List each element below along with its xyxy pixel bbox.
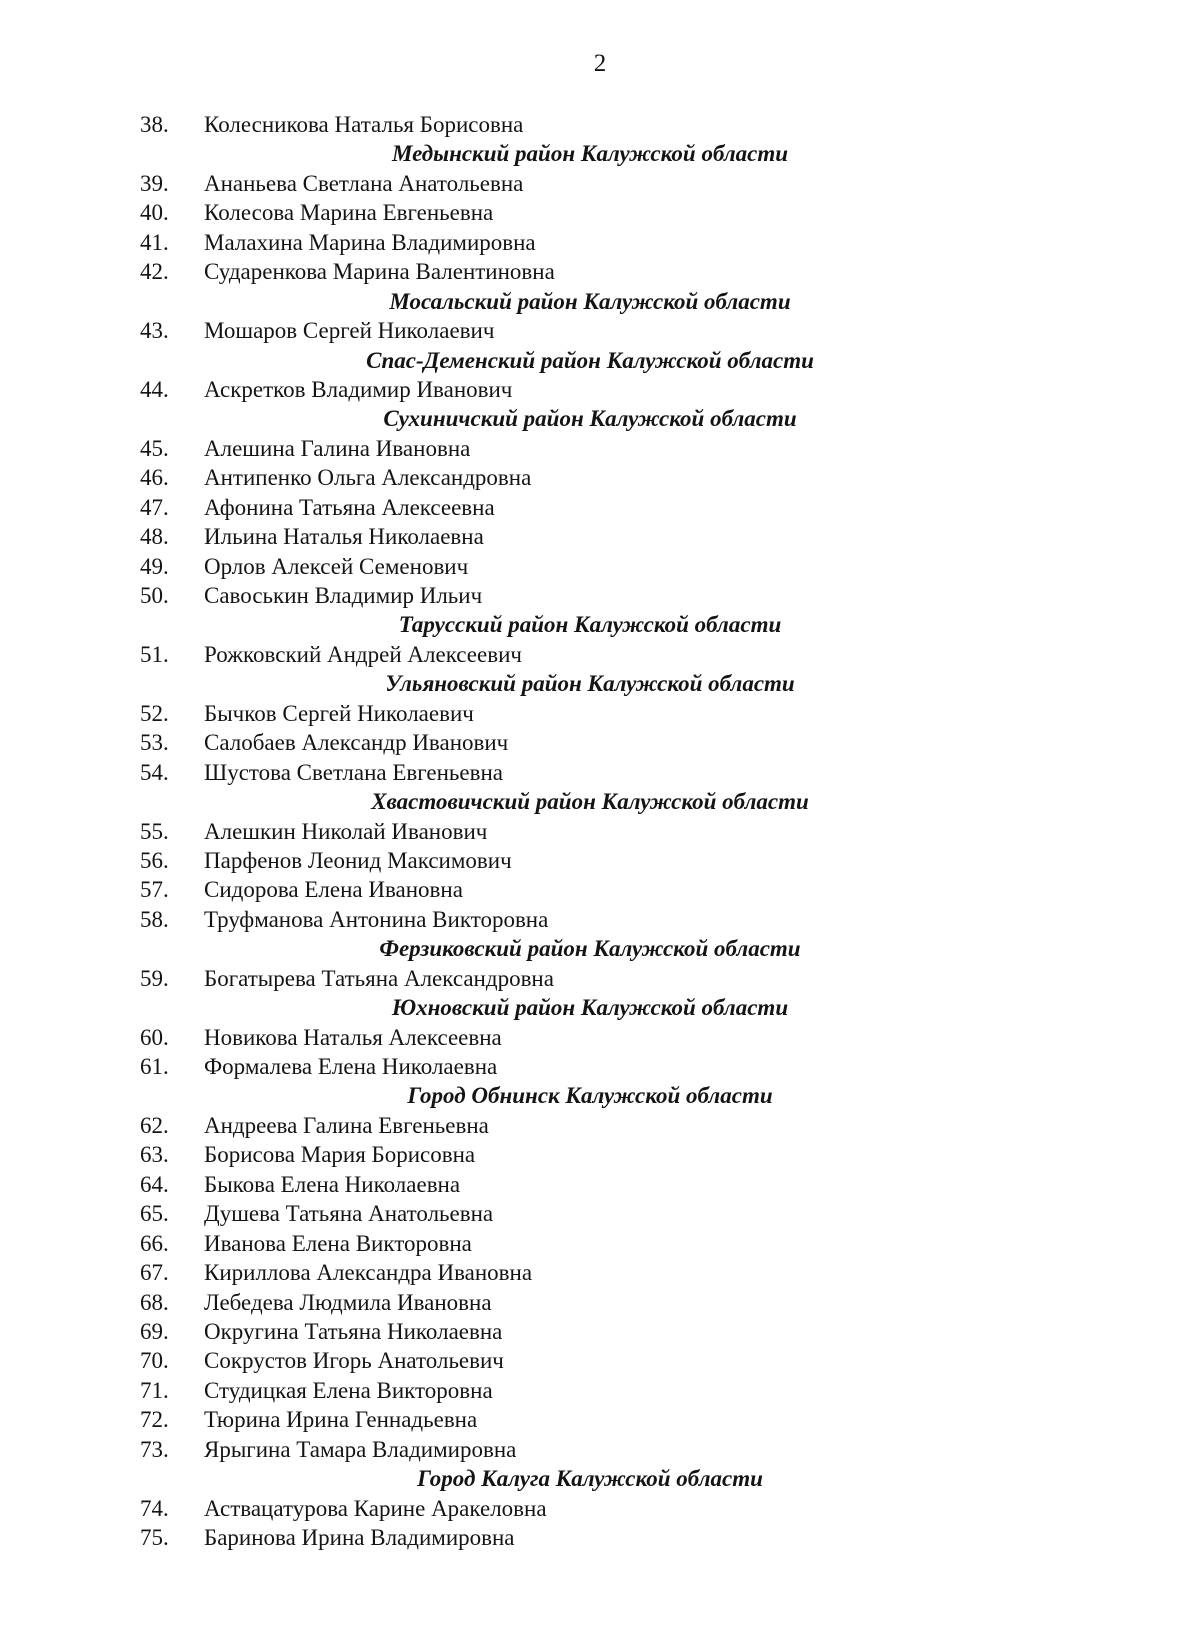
list-item	[140, 1170, 1040, 1199]
district-heading: Сухиничский район Калужской области	[383, 406, 797, 432]
person-name: Аскретков Владимир Иванович	[204, 376, 513, 402]
list-item	[140, 316, 1040, 345]
person-name: Студицкая Елена Викторовна	[204, 1377, 493, 1403]
person-name: Богатырева Татьяна Александровна	[204, 965, 554, 991]
list-item-number: 49.	[140, 553, 169, 579]
list-item	[140, 1023, 1040, 1052]
list-item	[140, 905, 1040, 934]
person-name: Борисова Мария Борисовна	[204, 1142, 476, 1168]
list-item	[140, 1229, 1040, 1258]
person-name: Сударенкова Марина Валентиновна	[204, 259, 555, 285]
person-name: Ярыгина Тамара Владимировна	[204, 1436, 517, 1462]
list-item	[140, 1288, 1040, 1317]
person-name: Савоськин Владимир Ильич	[204, 583, 483, 608]
person-name: Иванова Елена Викторовна	[204, 1230, 472, 1256]
list-item-number: 54.	[140, 759, 169, 785]
list-item-number: 56.	[140, 847, 169, 873]
district-heading: Тарусский район Калужской области	[398, 612, 782, 638]
list-item	[140, 1199, 1040, 1228]
list-item	[140, 1258, 1040, 1287]
person-name: Бычков Сергей Николаевич	[204, 700, 474, 726]
list-item	[140, 846, 1040, 875]
list-item-number: 40.	[140, 200, 169, 226]
district-heading: Медынский район Калужской области	[391, 141, 789, 167]
list-item	[140, 552, 1040, 581]
list-item-number: 72.	[140, 1407, 169, 1433]
district-heading: Ульяновский район Калужской области	[385, 671, 795, 697]
list-item	[140, 758, 1040, 787]
person-name: Кириллова Александра Ивановна	[204, 1260, 533, 1286]
list-item-number: 47.	[140, 494, 169, 520]
list-item	[140, 198, 1040, 227]
list-item	[140, 110, 1040, 139]
person-name: Ильина Наталья Николаевна	[204, 524, 484, 550]
person-name: Афонина Татьяна Алексеевна	[204, 494, 495, 520]
list-item-number: 68.	[140, 1289, 169, 1315]
list-item-number: 69.	[140, 1318, 169, 1344]
list-item	[140, 228, 1040, 257]
person-name: Лебедева Людмила Ивановна	[204, 1289, 492, 1315]
list-item	[140, 493, 1040, 522]
list-item	[140, 1523, 1040, 1552]
list-item-number: 64.	[140, 1171, 169, 1197]
list-item-number: 60.	[140, 1024, 169, 1050]
list-item-number: 39.	[140, 170, 169, 196]
list-item-number: 45.	[140, 435, 169, 461]
list-item-number: 43.	[140, 318, 169, 344]
list-item	[140, 1405, 1040, 1434]
person-name: Аствацатурова Карине Аракеловна	[204, 1495, 547, 1521]
list-item-number: 65.	[140, 1201, 169, 1227]
person-name: Новикова Наталья Алексеевна	[204, 1024, 502, 1050]
person-name: Сокрустов Игорь Анатольевич	[204, 1348, 504, 1374]
person-name: Формалева Елена Николаевна	[204, 1054, 498, 1079]
list-item	[140, 1435, 1040, 1464]
list-item	[140, 875, 1040, 904]
list-item-number: 57.	[140, 877, 169, 903]
person-name: Рожковский Андрей Алексеевич	[204, 641, 522, 667]
list-item-number: 50.	[140, 583, 169, 608]
list-item-number: 71.	[140, 1377, 169, 1403]
list-item	[140, 817, 1040, 846]
district-heading: Спас-Деменский район Калужской области	[366, 347, 814, 373]
list-item-number: 48.	[140, 524, 169, 550]
list-item-number: 63.	[140, 1142, 169, 1168]
list-item	[140, 375, 1040, 404]
district-heading: Мосальский район Калужской области	[389, 288, 791, 314]
district-heading: Хвастовичский район Калужской области	[371, 789, 809, 815]
list-item	[140, 463, 1040, 492]
list-item-number: 41.	[140, 229, 169, 255]
person-name: Сидорова Елена Ивановна	[204, 877, 463, 903]
person-name: Андреева Галина Евгеньевна	[204, 1112, 489, 1138]
list-item-number: 61.	[140, 1054, 169, 1079]
person-name: Салобаев Александр Иванович	[204, 730, 509, 756]
person-name: Быкова Елена Николаевна	[204, 1171, 461, 1197]
list-item-number: 59.	[140, 965, 169, 991]
list-item-number: 38.	[140, 112, 169, 137]
page-number: 2	[593, 50, 607, 77]
list-item	[140, 434, 1040, 463]
list-item-number: 51.	[140, 641, 169, 667]
list-item	[140, 581, 1040, 610]
district-heading: Юхновский район Калужской области	[391, 995, 789, 1021]
person-name: Малахина Марина Владимировна	[204, 229, 536, 255]
list-item-number: 53.	[140, 730, 169, 756]
list-item	[140, 1052, 1040, 1081]
list-item-number: 52.	[140, 700, 169, 726]
list-item-number: 44.	[140, 376, 169, 402]
list-item	[140, 1376, 1040, 1405]
list-item-number: 73.	[140, 1436, 169, 1462]
list-item	[140, 522, 1040, 551]
list-item-number: 58.	[140, 906, 169, 932]
person-name: Баринова Ирина Владимировна	[204, 1525, 515, 1550]
list-item	[140, 1140, 1040, 1169]
person-name: Округина Татьяна Николаевна	[204, 1318, 503, 1344]
person-name: Орлов Алексей Семенович	[204, 553, 469, 579]
list-item	[140, 257, 1040, 286]
list-item	[140, 1317, 1040, 1346]
district-heading: Город Калуга Калужской области	[417, 1466, 763, 1492]
list-item	[140, 169, 1040, 198]
list-item	[140, 728, 1040, 757]
person-name: Ананьева Светлана Анатольевна	[204, 170, 524, 196]
list-item	[140, 1111, 1040, 1140]
list-item-number: 74.	[140, 1495, 169, 1521]
person-name: Тюрина Ирина Геннадьевна	[204, 1407, 478, 1433]
list-item	[140, 1346, 1040, 1375]
person-name: Алешкин Николай Иванович	[204, 818, 488, 844]
list-item	[140, 964, 1040, 993]
person-name: Алешина Галина Ивановна	[204, 435, 471, 461]
list-item-number: 55.	[140, 818, 169, 844]
list-item-number: 42.	[140, 259, 169, 285]
person-name: Труфманова Антонина Викторовна	[204, 906, 549, 932]
person-name: Душева Татьяна Анатольевна	[204, 1201, 494, 1227]
list-item-number: 46.	[140, 465, 169, 491]
list-item	[140, 1494, 1040, 1523]
name-list	[140, 110, 1040, 1552]
list-item-number: 75.	[140, 1525, 169, 1550]
list-item-number: 70.	[140, 1348, 169, 1374]
list-item-number: 62.	[140, 1112, 169, 1138]
person-name: Парфенов Леонид Максимович	[204, 847, 512, 873]
list-item-number: 67.	[140, 1260, 169, 1286]
district-heading: Ферзиковский район Калужской области	[379, 936, 801, 962]
list-item-number: 66.	[140, 1230, 169, 1256]
person-name: Антипенко Ольга Александровна	[204, 465, 532, 491]
person-name: Колесникова Наталья Борисовна	[204, 112, 524, 137]
person-name: Колесова Марина Евгеньевна	[204, 200, 494, 226]
person-name: Шустова Светлана Евгеньевна	[204, 759, 504, 785]
list-item	[140, 640, 1040, 669]
person-name: Мошаров Сергей Николаевич	[204, 318, 495, 344]
district-heading: Город Обнинск Калужской области	[407, 1083, 773, 1109]
list-item	[140, 699, 1040, 728]
